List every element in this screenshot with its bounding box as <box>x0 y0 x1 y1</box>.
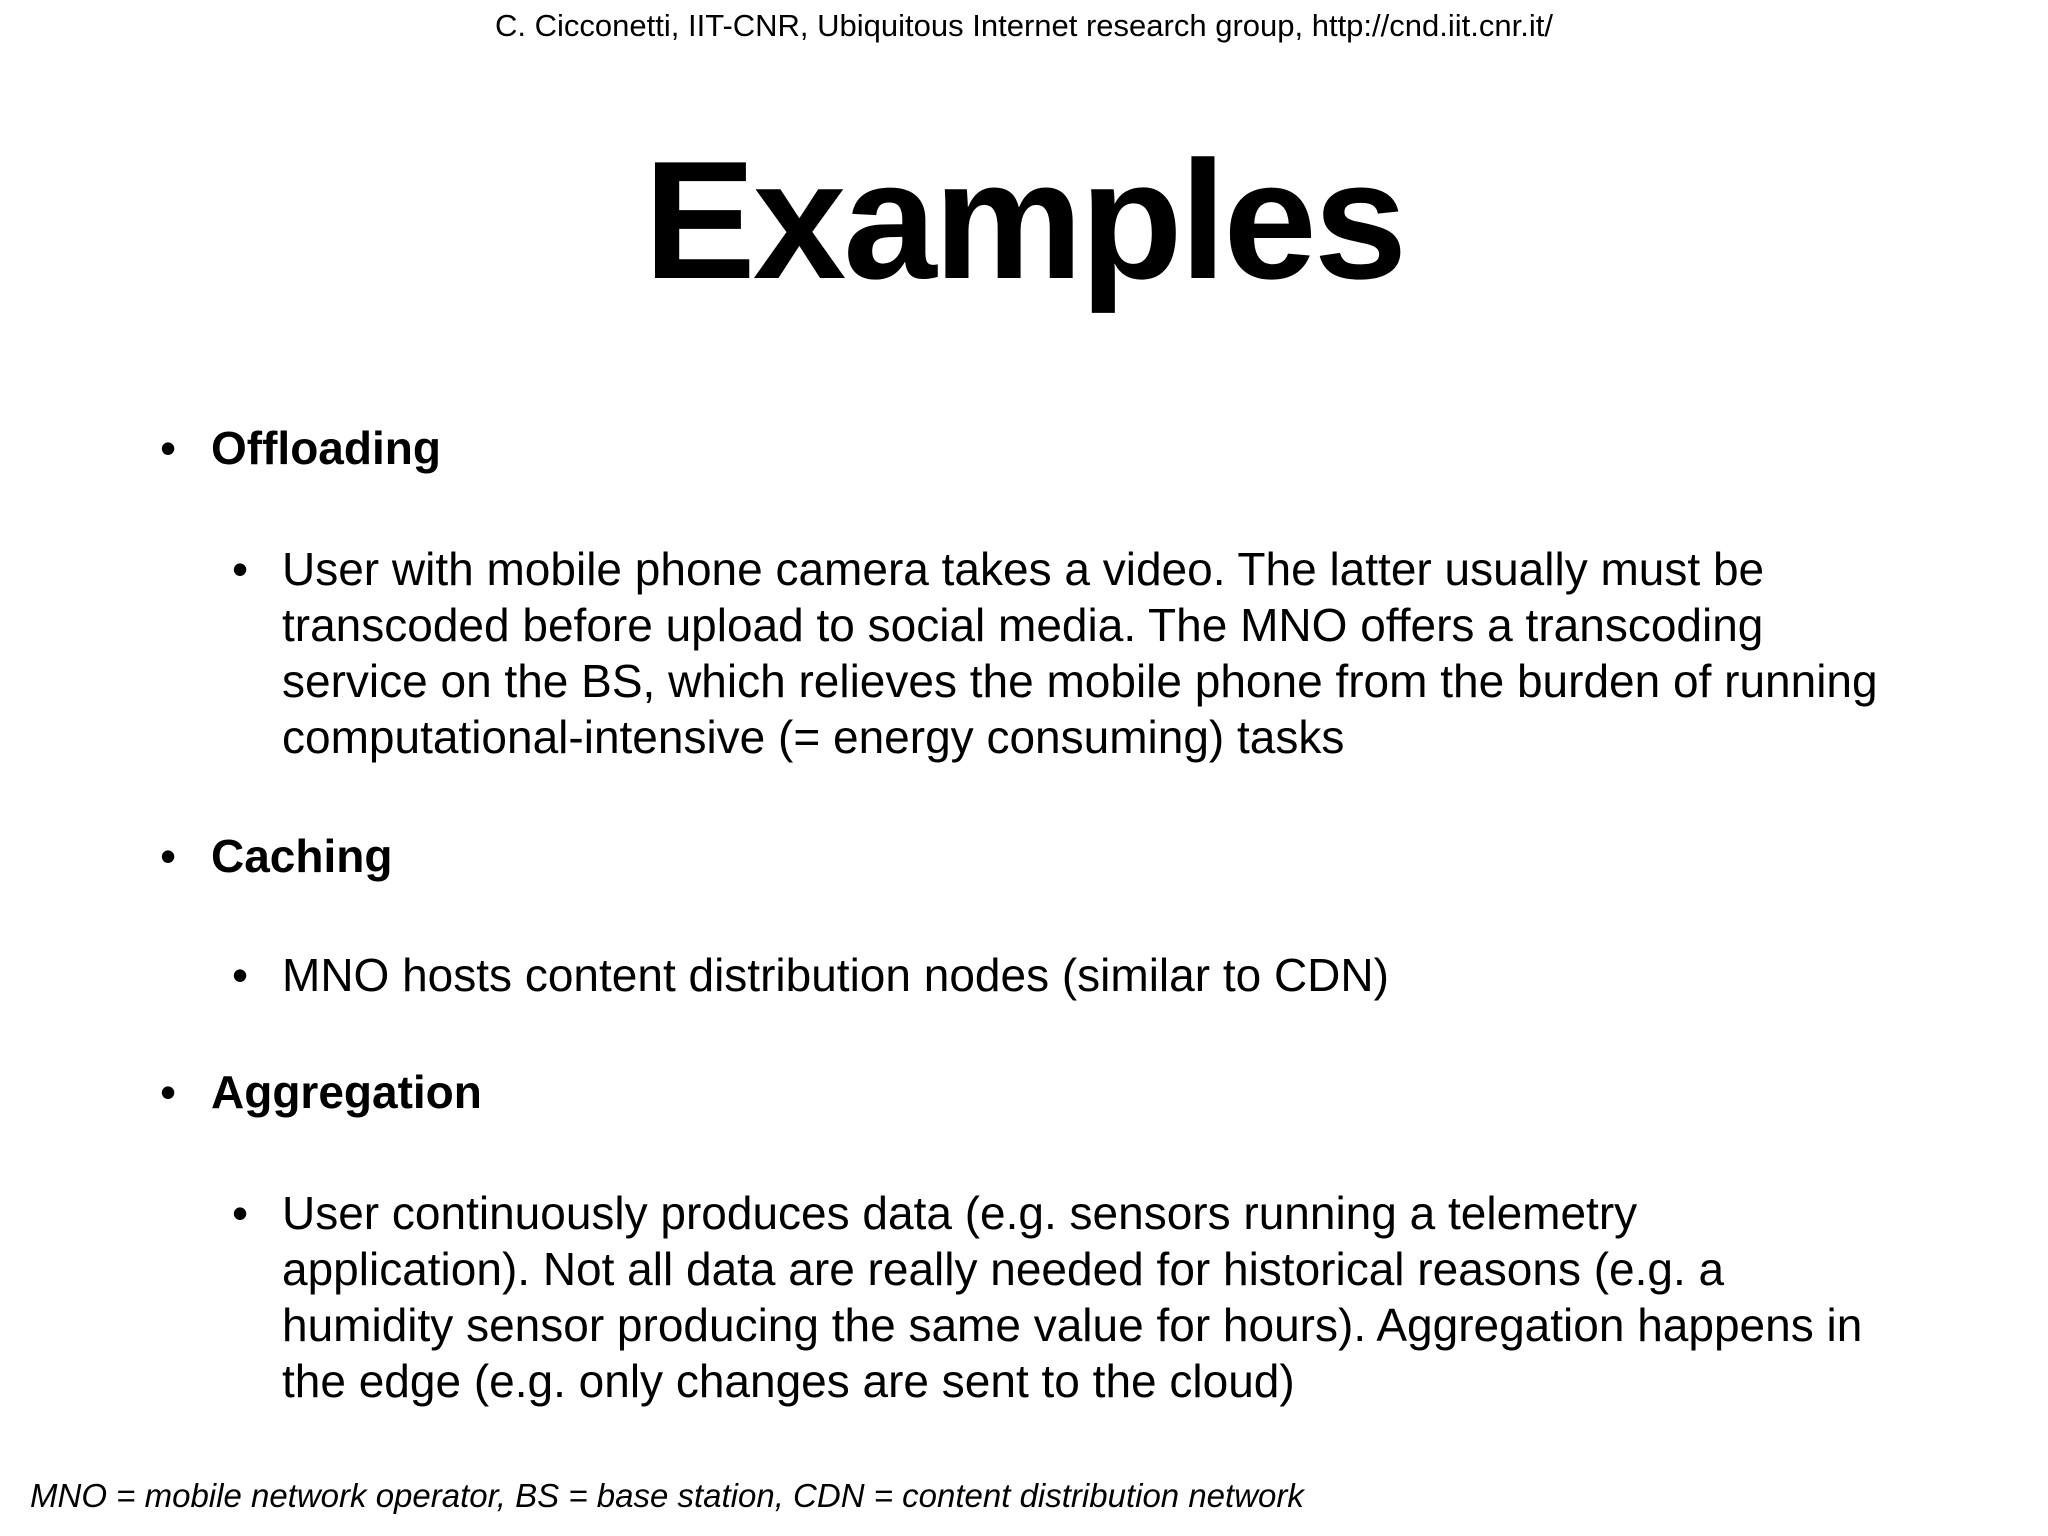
sub-bullet-line: the edge (e.g. only changes are sent to the cloud) <box>282 1355 1295 1407</box>
sub-bullet-line: User with mobile phone camera takes a video. The latter usually must be <box>282 543 1765 595</box>
sub-bullet-offloading <box>282 541 1878 765</box>
bullet-point-icon: • <box>160 1066 177 1118</box>
sub-bullet-point-icon: • <box>232 543 249 595</box>
sub-bullet-line: humidity sensor producing the same value for hours). Aggregation happens in <box>282 1299 1863 1351</box>
bullet-point-icon: • <box>160 830 177 882</box>
sub-bullet-point-icon: • <box>232 1187 249 1239</box>
slide-title: Examples <box>643 126 1405 314</box>
bullet-aggregation <box>211 1064 482 1120</box>
sub-bullet-line: computational-intensive (= energy consuming) tasks <box>282 711 1345 763</box>
sub-bullet-line: MNO hosts content distribution nodes (similar to CDN) <box>282 949 1389 1001</box>
bullet-point-icon: • <box>160 422 177 474</box>
sub-bullet-point-icon: • <box>232 949 249 1001</box>
bullet-heading: Caching <box>211 830 393 882</box>
sub-bullet-aggregation <box>282 1185 1862 1409</box>
bullet-caching <box>211 828 392 884</box>
footnote: MNO = mobile network operator, BS = base station, CDN = content distribution network <box>30 1477 1304 1514</box>
sub-bullet-line: application). Not all data are really needed for historical reasons (e.g. a <box>282 1243 1725 1295</box>
bullet-offloading <box>211 420 441 476</box>
sub-bullet-caching <box>282 947 1389 1003</box>
sub-bullet-line: User continuously produces data (e.g. sensors running a telemetry <box>282 1187 1638 1239</box>
sub-bullet-line: service on the BS, which relieves the mobile phone from the burden of running <box>282 655 1878 707</box>
bullet-heading: Offloading <box>211 422 441 474</box>
header-credit: C. Cicconetti, IIT-CNR, Ubiquitous Internet research group, http://cnd.iit.cnr.it/ <box>495 8 1553 43</box>
bullet-heading: Aggregation <box>211 1066 482 1118</box>
sub-bullet-line: transcoded before upload to social media. The MNO offers a transcoding <box>282 599 1764 651</box>
